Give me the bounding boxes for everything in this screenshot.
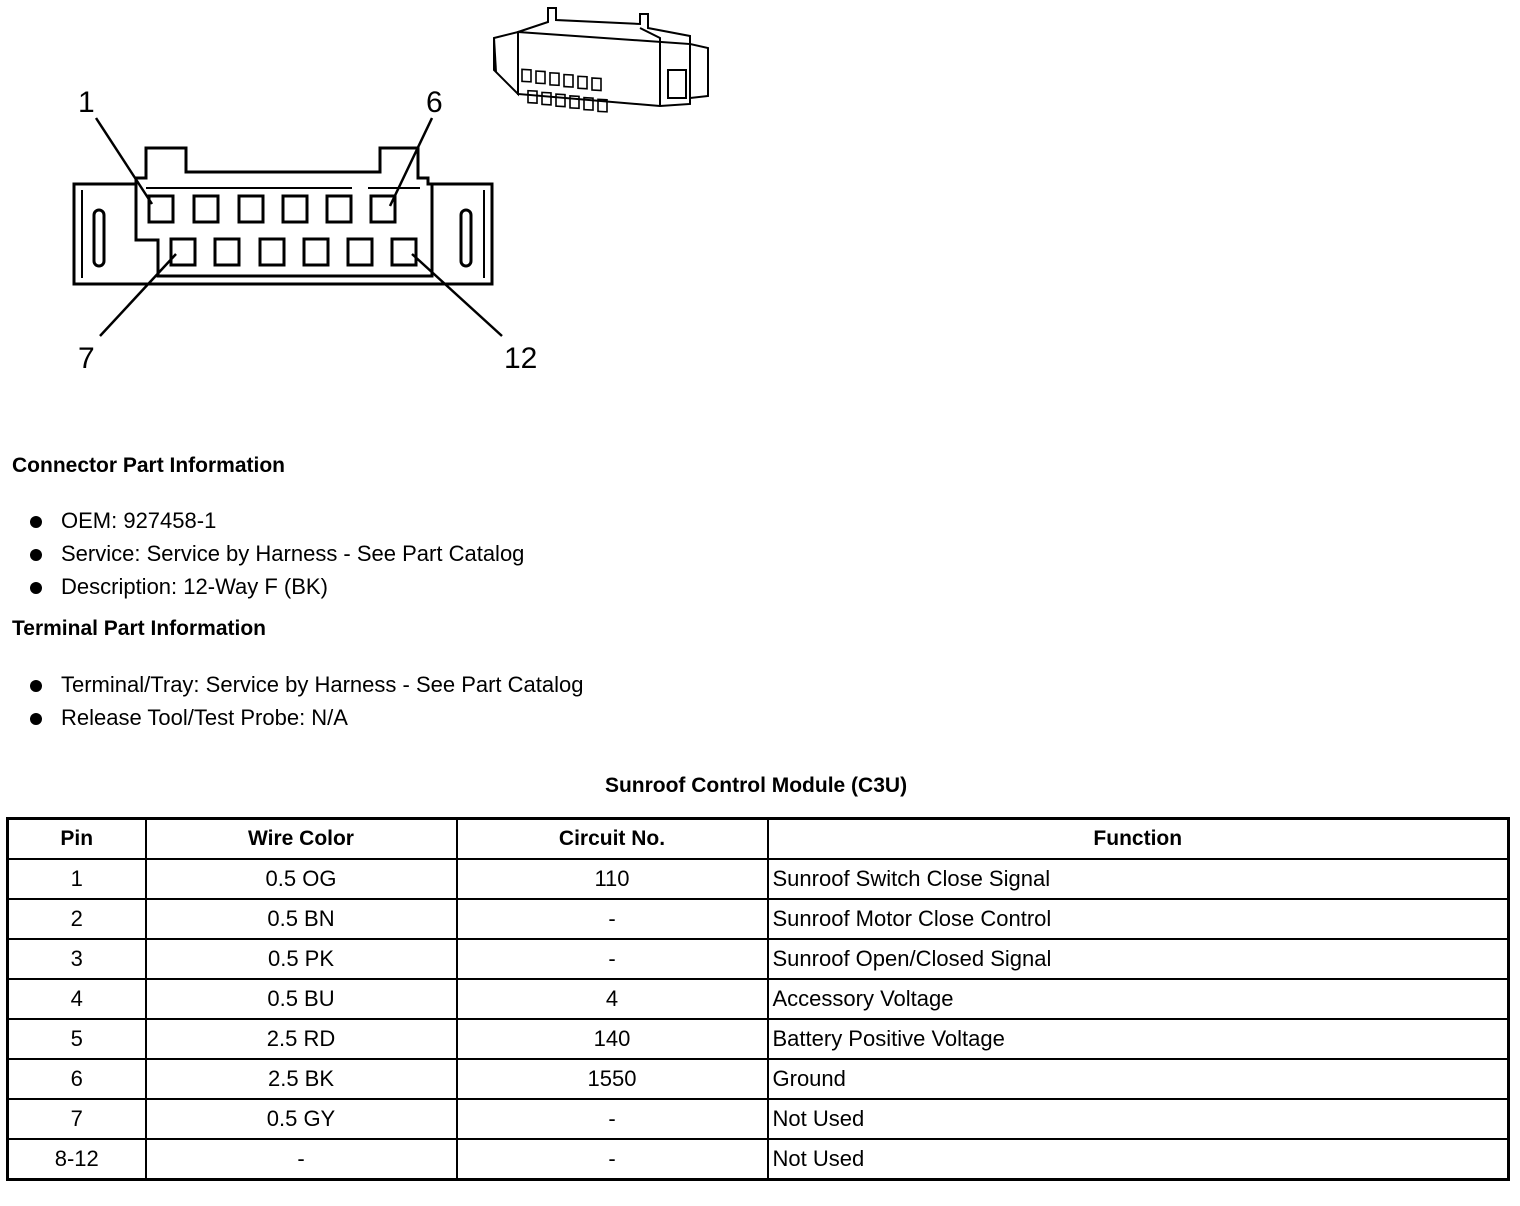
- cell-function: Not Used: [768, 1099, 1509, 1139]
- table-header-row: [8, 819, 1509, 860]
- list-item-text: Terminal/Tray: Service by Harness - See Part Catalog: [61, 672, 584, 697]
- pin-1-cavity: [149, 196, 173, 222]
- cell-circuit-no: 4: [457, 979, 768, 1019]
- list-item-text: Release Tool/Test Probe: N/A: [61, 705, 348, 730]
- pin-label-1: 1: [78, 86, 95, 119]
- cell-wire-color: 0.5 OG: [146, 859, 457, 899]
- cell-circuit-no: 1550: [457, 1059, 768, 1099]
- pin-8-cavity: [215, 239, 239, 265]
- list-item: [28, 541, 524, 574]
- pin-12-cavity: [392, 239, 416, 265]
- cell-function: Ground: [768, 1059, 1509, 1099]
- cell-pin: 5: [8, 1019, 146, 1059]
- cell-wire-color: 0.5 PK: [146, 939, 457, 979]
- pin-7-cavity: [171, 239, 195, 265]
- bullet-icon: [30, 516, 42, 528]
- cell-pin: 3: [8, 939, 146, 979]
- table-caption: Sunroof Control Module (C3U): [604, 774, 908, 797]
- table-row: [8, 859, 1509, 899]
- table-row: [8, 1059, 1509, 1099]
- cell-pin: 7: [8, 1099, 146, 1139]
- leader-lines: [96, 118, 502, 336]
- pin-5-cavity: [327, 196, 351, 222]
- cell-circuit-no: -: [457, 899, 768, 939]
- pin-cavities: [149, 196, 416, 265]
- pin-4-cavity: [283, 196, 307, 222]
- cell-wire-color: 2.5 RD: [146, 1019, 457, 1059]
- header-wire-color: Wire Color: [146, 819, 457, 860]
- cell-circuit-no: 110: [457, 859, 768, 899]
- list-item: [28, 574, 524, 607]
- list-item-text: Service: Service by Harness - See Part Catalog: [61, 541, 525, 566]
- pinout-table: [6, 817, 1510, 1181]
- pin-label-7: 7: [78, 342, 95, 375]
- connector-diagram: [0, 0, 760, 400]
- cell-wire-color: 2.5 BK: [146, 1059, 457, 1099]
- cell-function: Accessory Voltage: [768, 979, 1509, 1019]
- bullet-icon: [30, 713, 42, 725]
- pin-3-cavity: [239, 196, 263, 222]
- bullet-icon: [30, 680, 42, 692]
- cell-circuit-no: -: [457, 1139, 768, 1180]
- pin-label-6: 6: [426, 86, 443, 119]
- table-row: [8, 1019, 1509, 1059]
- list-item: [28, 705, 584, 738]
- cell-circuit-no: 140: [457, 1019, 768, 1059]
- cell-circuit-no: -: [457, 1099, 768, 1139]
- pin-11-cavity: [348, 239, 372, 265]
- cell-pin: 1: [8, 859, 146, 899]
- cell-function: Battery Positive Voltage: [768, 1019, 1509, 1059]
- connector-3d-thumbnail: [494, 8, 708, 112]
- table-row: [8, 899, 1509, 939]
- header-circuit-no: Circuit No.: [457, 819, 768, 860]
- pin-10-cavity: [304, 239, 328, 265]
- table-row: [8, 979, 1509, 1019]
- pin-9-cavity: [260, 239, 284, 265]
- pin-6-cavity: [371, 196, 395, 222]
- header-pin: Pin: [8, 819, 146, 860]
- table-row: [8, 1139, 1509, 1180]
- pin-2-cavity: [194, 196, 218, 222]
- list-item-text: OEM: 927458-1: [61, 508, 217, 533]
- connector-part-info-list: [28, 508, 524, 607]
- cell-pin: 2: [8, 899, 146, 939]
- connector-part-info-heading: Connector Part Information: [12, 454, 286, 477]
- list-item-text: Description: 12-Way F (BK): [61, 574, 328, 599]
- cell-function: Sunroof Switch Close Signal: [768, 859, 1509, 899]
- header-function: Function: [768, 819, 1509, 860]
- bullet-icon: [30, 549, 42, 561]
- cell-wire-color: 0.5 BN: [146, 899, 457, 939]
- table-row: [8, 1099, 1509, 1139]
- terminal-part-info-list: [28, 672, 584, 738]
- cell-function: Sunroof Motor Close Control: [768, 899, 1509, 939]
- list-item: [28, 672, 584, 705]
- cell-function: Sunroof Open/Closed Signal: [768, 939, 1509, 979]
- cell-wire-color: 0.5 BU: [146, 979, 457, 1019]
- pin-label-12: 12: [504, 342, 538, 375]
- terminal-part-info-heading: Terminal Part Information: [12, 617, 266, 640]
- cell-pin: 6: [8, 1059, 146, 1099]
- table-row: [8, 939, 1509, 979]
- cell-pin: 8-12: [8, 1139, 146, 1180]
- cell-circuit-no: -: [457, 939, 768, 979]
- cell-wire-color: -: [146, 1139, 457, 1180]
- cell-wire-color: 0.5 GY: [146, 1099, 457, 1139]
- cell-pin: 4: [8, 979, 146, 1019]
- list-item: [28, 508, 524, 541]
- bullet-icon: [30, 582, 42, 594]
- cell-function: Not Used: [768, 1139, 1509, 1180]
